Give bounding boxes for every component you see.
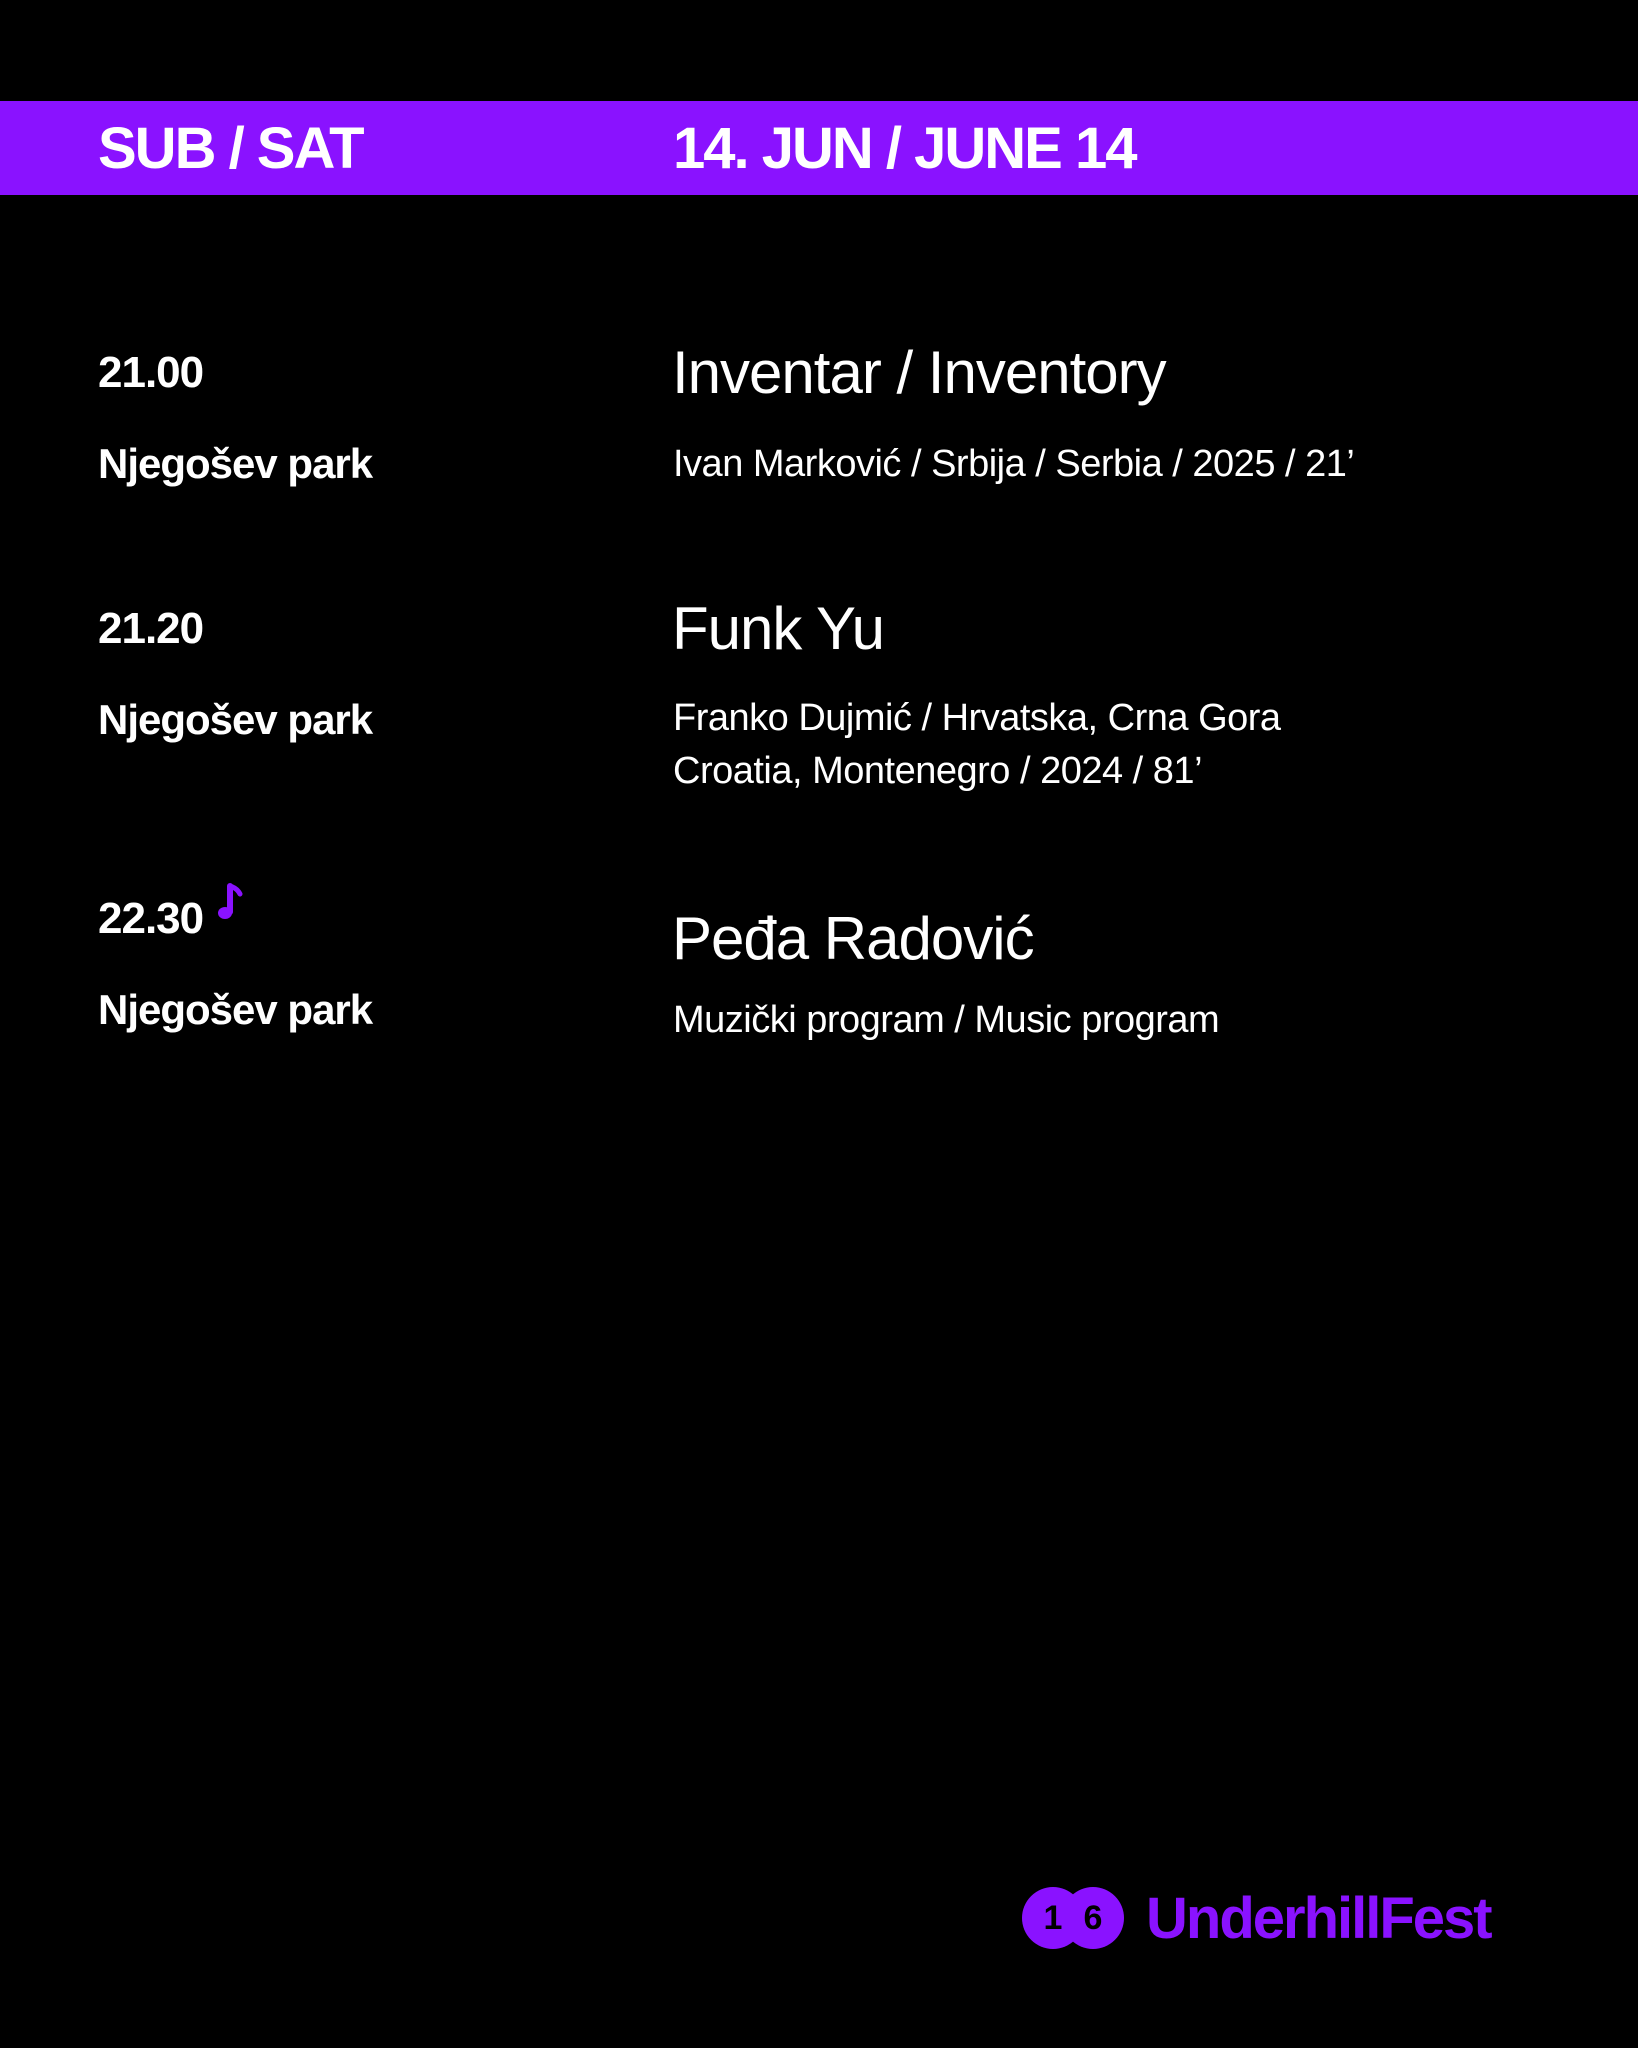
header-day: SUB / SAT [98, 116, 363, 181]
event-detail-line: Muzički program / Music program [673, 999, 1220, 1041]
event-detail-line: Ivan Marković / Srbija / Serbia / 2025 / 21’ [673, 443, 1355, 485]
edition-badge [1022, 1887, 1126, 1949]
event-time-text: 21.00 [98, 348, 204, 397]
event-venue: Njegošev park [98, 440, 373, 487]
header-date: 14. JUN / JUNE 14 [673, 116, 1136, 181]
event-venue: Njegošev park [98, 986, 373, 1033]
music-note-icon [217, 882, 243, 926]
event-title: Funk Yu [672, 595, 885, 662]
event-time-text: 22.30 [98, 894, 204, 943]
date-header-band [0, 101, 1638, 195]
event-details [673, 438, 1354, 491]
badge-digit-2: 6 [1062, 1887, 1124, 1949]
event-detail-line: Franko Dujmić / Hrvatska, Crna Gora [673, 697, 1281, 739]
underhillfest-logo [1022, 1886, 1491, 1950]
event-title: Peđa Radović [672, 905, 1034, 972]
event-time [98, 348, 203, 398]
event-title: Inventar / Inventory [672, 339, 1166, 406]
event-detail-line: Croatia, Montenegro / 2024 / 81’ [673, 750, 1203, 792]
logo-text: UnderhillFest [1146, 1885, 1491, 1951]
event-venue: Njegošev park [98, 696, 373, 743]
event-time [98, 894, 243, 944]
badge-digit-1: 1 [1022, 1887, 1084, 1949]
event-time [98, 604, 203, 654]
event-time-text: 21.20 [98, 604, 204, 653]
event-details [673, 692, 1281, 798]
event-details [673, 994, 1219, 1047]
